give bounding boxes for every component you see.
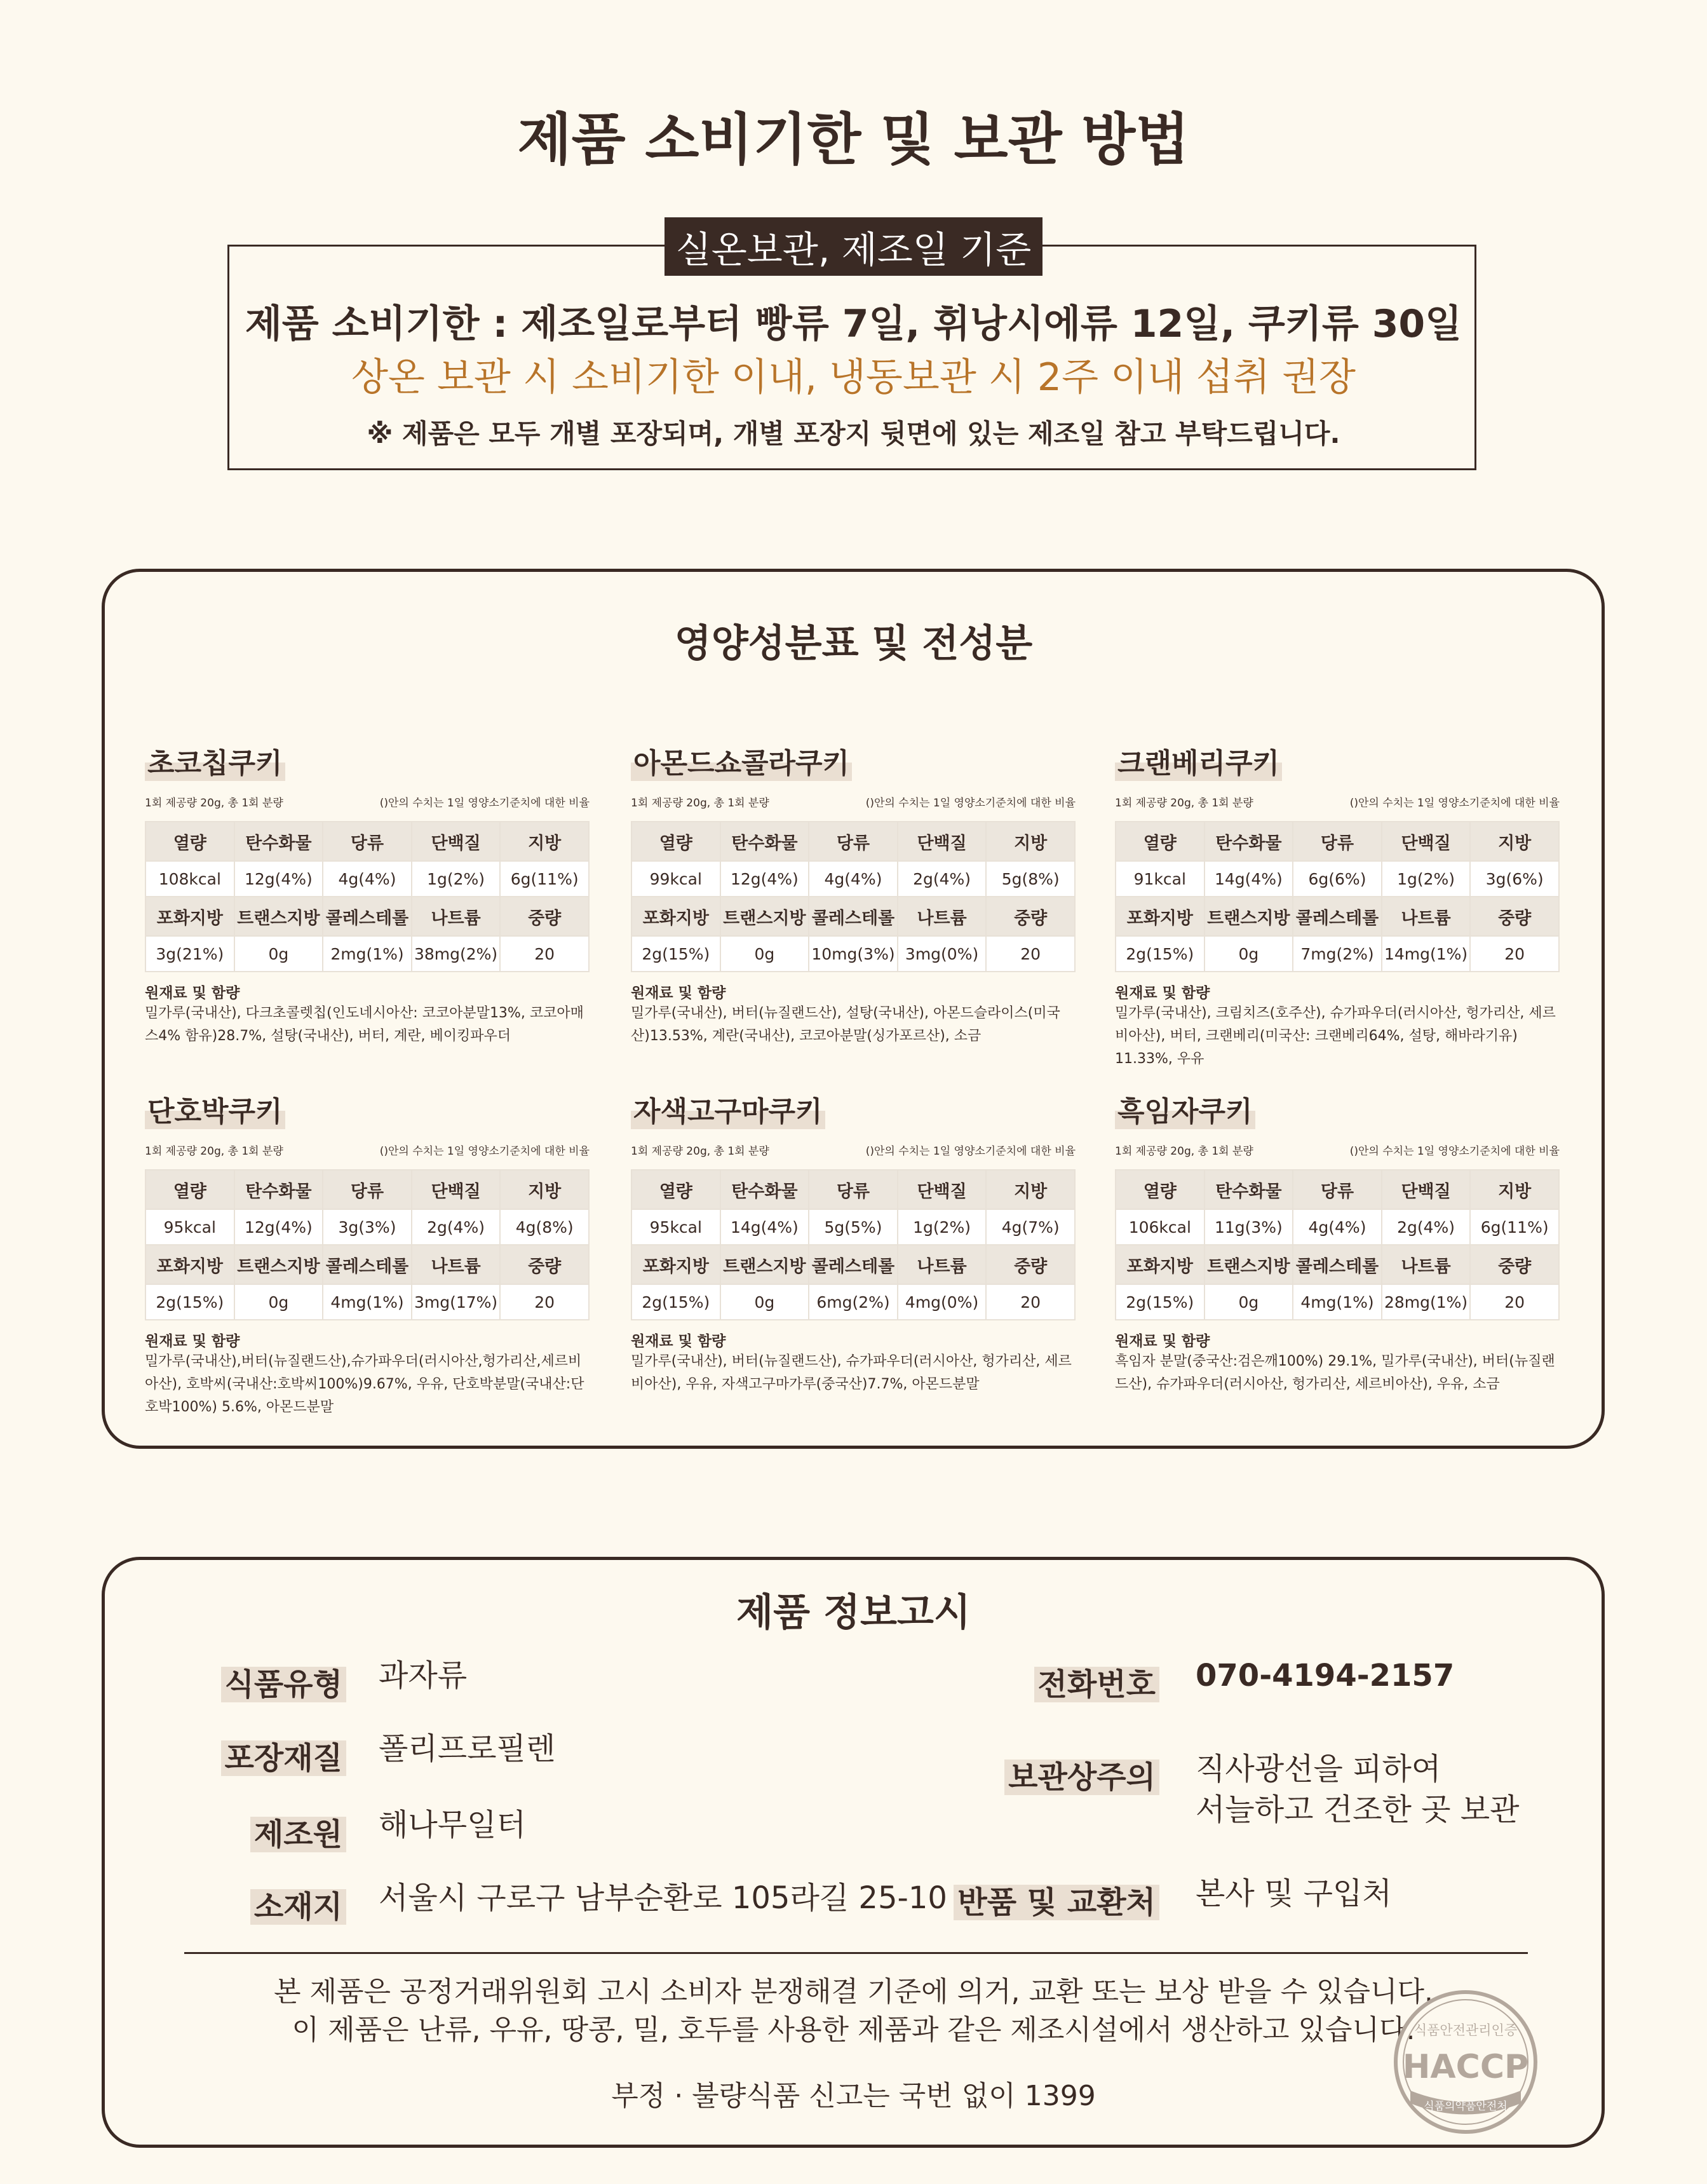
maker-label: 제조원: [191, 1810, 346, 1854]
nutrition-value-cell: 91kcal: [1116, 861, 1204, 897]
nutrition-header-cell: 당류: [323, 1170, 412, 1209]
nutrition-value-cell: 14mg(1%): [1382, 936, 1471, 972]
nutrition-value-cell: 6g(11%): [500, 861, 589, 897]
nutrition-header-cell: 나트륨: [412, 1245, 501, 1284]
nutrition-header-cell: 포화지방: [631, 1245, 720, 1284]
exchange-label: 반품 및 교환처: [940, 1878, 1159, 1922]
nutrition-value-cell: 20: [500, 936, 589, 972]
nutrition-value-cell: 3mg(0%): [898, 936, 987, 972]
shelf-life-text: 제품 소비기한 : 제조일로부터 빵류 7일, 휘낭시에류 12일, 쿠키류 30일: [245, 302, 1462, 346]
serving-info: [1115, 1142, 1560, 1158]
nutrition-value-cell: 4mg(1%): [323, 1284, 412, 1320]
nutrition-header-cell: 트랜스지방: [1204, 897, 1293, 936]
nutrition-header-cell: 탄수화물: [1204, 822, 1293, 861]
nutrition-header-cell: 탄수화물: [1204, 1170, 1293, 1209]
nutrition-value-cell: 28mg(1%): [1382, 1284, 1471, 1320]
nutrition-header-cell: 콜레스테롤: [809, 897, 898, 936]
nutrition-value-cell: 2g(15%): [1116, 936, 1204, 972]
nutrition-table: [145, 821, 590, 972]
nutrition-header-cell: 탄수화물: [234, 1170, 323, 1209]
nutrition-header-cell: 콜레스테롤: [809, 1245, 898, 1284]
nutrition-value-cell: 4g(7%): [986, 1209, 1075, 1245]
ingredients-text: 밀가루(국내산), 크림치즈(호주산), 슈가파우더(러시아산, 헝가리산, 세르비아산), 버터, 크랜베리(미국산: 크랜베리64%, 설탕, 해바라기유) 11.33%, 우유: [1115, 1005, 1556, 1067]
daily-value-note: ()안의 수치는 1일 영양소기준치에 대한 비율: [379, 797, 590, 810]
nutrition-table: [1115, 1169, 1560, 1320]
haccp-mark-text: HACCP: [1402, 2048, 1529, 2086]
serving-info: [631, 1142, 1076, 1158]
nutrition-value-cell: 12g(4%): [234, 861, 323, 897]
product-card: [145, 740, 590, 1048]
nutrition-value-cell: 2g(15%): [631, 1284, 720, 1320]
ingredients-text: 밀가루(국내산), 버터(뉴질랜드산), 설탕(국내산), 아몬드슬라이스(미국산)13.53%, 계란(국내산), 코코아분말(싱가포르산), 소금: [631, 1005, 1060, 1044]
nutrition-header-cell: 콜레스테롤: [1293, 1245, 1382, 1284]
nutrition-header-cell: 포화지방: [145, 897, 234, 936]
address-value: 서울시 구로구 남부순환로 105라길 25-10: [379, 1880, 947, 1916]
footer-dispute-note: 본 제품은 공정거래위원회 고시 소비자 분쟁해결 기준에 의거, 교환 또는 보상 받을 수 있습니다.: [274, 1976, 1433, 2008]
nutrition-header-cell: 당류: [809, 1170, 898, 1209]
nutrition-value-cell: 5g(8%): [986, 861, 1075, 897]
nutrition-value-cell: 3g(6%): [1470, 861, 1559, 897]
nutrition-header-cell: 트랜스지방: [234, 897, 323, 936]
footer-allergen-note: 이 제품은 난류, 우유, 땅콩, 밀, 호두를 사용한 제품과 같은 제조시설에서 생산하고 있습니다.: [292, 2014, 1415, 2046]
nutrition-value-cell: 2mg(1%): [323, 936, 412, 972]
nutrition-value-cell: 5g(5%): [809, 1209, 898, 1245]
nutrition-value-cell: 95kcal: [631, 1209, 720, 1245]
serving-info: [631, 794, 1076, 810]
nutrition-value-cell: 6g(11%): [1470, 1209, 1559, 1245]
haccp-bottom-text: 식품의약품안전처: [1424, 2100, 1508, 2113]
ingredients-heading: 원재료 및 함량: [631, 1333, 726, 1350]
nutrition-value-cell: 3g(3%): [323, 1209, 412, 1245]
nutrition-value-cell: 6g(6%): [1293, 861, 1382, 897]
nutrition-header-cell: 중량: [986, 1245, 1075, 1284]
nutrition-value-cell: 7mg(2%): [1293, 936, 1382, 972]
phone-value: 070-4194-2157: [1196, 1658, 1455, 1693]
storage-advice-text: 상온 보관 시 소비기한 이내, 냉동보관 시 2주 이내 섭취 권장: [351, 355, 1356, 400]
nutrition-header-cell: 나트륨: [1382, 1245, 1471, 1284]
nutrition-header-cell: 단백질: [1382, 822, 1471, 861]
nutrition-value-cell: 12g(4%): [234, 1209, 323, 1245]
nutrition-value-cell: 2g(4%): [412, 1209, 501, 1245]
daily-value-note: ()안의 수치는 1일 영양소기준치에 대한 비율: [865, 797, 1076, 810]
storage-label-text: 실온보관, 제조일 기준: [665, 217, 1043, 276]
nutrition-value-cell: 4g(4%): [809, 861, 898, 897]
ingredients-heading: 원재료 및 함량: [631, 985, 726, 1001]
nutrition-header-cell: 당류: [323, 822, 412, 861]
ingredients-heading: 원재료 및 함량: [1115, 985, 1210, 1001]
serving-info: [1115, 794, 1560, 810]
nutrition-header-cell: 단백질: [898, 1170, 987, 1209]
nutrition-header-cell: 콜레스테롤: [1293, 897, 1382, 936]
nutrition-value-cell: 108kcal: [145, 861, 234, 897]
nutrition-value-cell: 0g: [720, 1284, 809, 1320]
nutrition-header-cell: 당류: [1293, 822, 1382, 861]
nutrition-value-cell: 2g(15%): [145, 1284, 234, 1320]
nutrition-header-cell: 포화지방: [145, 1245, 234, 1284]
product-card: [145, 1089, 590, 1419]
caution-value-1: 직사광선을 피하여: [1196, 1751, 1441, 1787]
nutrition-header-cell: 나트륨: [898, 897, 987, 936]
nutrition-value-cell: 99kcal: [631, 861, 720, 897]
phone-label: 전화번호: [940, 1660, 1159, 1704]
nutrition-header-cell: 중량: [500, 1245, 589, 1284]
nutrition-header-cell: 당류: [1293, 1170, 1382, 1209]
nutrition-value-cell: 12g(4%): [720, 861, 809, 897]
nutrition-header-cell: 중량: [986, 897, 1075, 936]
nutrition-header-cell: 트랜스지방: [234, 1245, 323, 1284]
nutrition-header-cell: 열량: [631, 822, 720, 861]
product-name: 흑임자쿠키: [1115, 1089, 1255, 1129]
nutrition-value-cell: 20: [1470, 936, 1559, 972]
daily-value-note: ()안의 수치는 1일 영양소기준치에 대한 비율: [379, 1145, 590, 1158]
nutrition-value-cell: 106kcal: [1116, 1209, 1204, 1245]
daily-value-note: ()안의 수치는 1일 영양소기준치에 대한 비율: [1349, 797, 1560, 810]
caution-value-2: 서늘하고 건조한 곳 보관: [1196, 1792, 1520, 1828]
nutrition-header-cell: 포화지방: [1116, 1245, 1204, 1284]
nutrition-header-cell: 콜레스테롤: [323, 1245, 412, 1284]
nutrition-header-cell: 나트륨: [898, 1245, 987, 1284]
nutrition-header-cell: 열량: [1116, 1170, 1204, 1209]
nutrition-table: [631, 1169, 1076, 1320]
nutrition-header-cell: 탄수화물: [234, 822, 323, 861]
serving-note: 1회 제공량 20g, 총 1회 분량: [631, 797, 769, 810]
nutrition-header-cell: 포화지방: [1116, 897, 1204, 936]
nutrition-value-cell: 38mg(2%): [412, 936, 501, 972]
ingredients-text: 밀가루(국내산), 버터(뉴질랜드산), 슈가파우더(러시아산, 헝가리산, 세르비아산), 우유, 자색고구마가루(중국산)7.7%, 아몬드분말: [631, 1353, 1072, 1392]
product-card: [631, 1089, 1076, 1396]
serving-info: [145, 794, 590, 810]
serving-note: 1회 제공량 20g, 총 1회 분량: [1115, 1145, 1253, 1158]
nutrition-header-cell: 지방: [1470, 822, 1559, 861]
nutrition-value-cell: 4g(4%): [323, 861, 412, 897]
storage-note: ※ 제품은 모두 개별 포장되며, 개별 포장지 뒷면에 있는 제조일 참고 부탁드립니다.: [367, 418, 1340, 449]
footer-report-note: 부정 · 불량식품 신고는 국번 없이 1399: [611, 2080, 1096, 2112]
nutrition-value-cell: 2g(15%): [1116, 1284, 1204, 1320]
nutrition-value-cell: 95kcal: [145, 1209, 234, 1245]
nutrition-header-cell: 나트륨: [1382, 897, 1471, 936]
nutrition-header-cell: 단백질: [412, 1170, 501, 1209]
nutrition-value-cell: 2g(4%): [1382, 1209, 1471, 1245]
nutrition-table: [145, 1169, 590, 1320]
nutrition-value-cell: 3mg(17%): [412, 1284, 501, 1320]
nutrition-header-cell: 열량: [145, 1170, 234, 1209]
product-card: [1115, 1089, 1560, 1396]
nutrition-value-cell: 4mg(1%): [1293, 1284, 1382, 1320]
nutrition-value-cell: 6mg(2%): [809, 1284, 898, 1320]
nutrition-value-cell: 0g: [234, 936, 323, 972]
nutrition-value-cell: 20: [1470, 1284, 1559, 1320]
nutrition-header-cell: 지방: [500, 822, 589, 861]
nutrition-value-cell: 2g(4%): [898, 861, 987, 897]
serving-info: [145, 1142, 590, 1158]
nutrition-header-cell: 지방: [986, 1170, 1075, 1209]
storage-label: [0, 217, 1707, 276]
nutrition-header-cell: 단백질: [898, 822, 987, 861]
nutrition-header-cell: 중량: [1470, 1245, 1559, 1284]
info-divider: [184, 1952, 1528, 1954]
nutrition-title: 영양성분표 및 전성분: [674, 621, 1033, 666]
nutrition-header-cell: 단백질: [412, 822, 501, 861]
nutrition-value-cell: 3g(21%): [145, 936, 234, 972]
nutrition-table: [1115, 821, 1560, 972]
serving-note: 1회 제공량 20g, 총 1회 분량: [145, 797, 283, 810]
food-type-value: 과자류: [379, 1658, 468, 1693]
nutrition-value-cell: 4g(4%): [1293, 1209, 1382, 1245]
nutrition-table: [631, 821, 1076, 972]
nutrition-header-cell: 열량: [631, 1170, 720, 1209]
product-name: 아몬드쇼콜라쿠키: [631, 740, 852, 781]
address-label: 소재지: [191, 1882, 346, 1926]
ingredients-heading: 원재료 및 함량: [145, 1333, 240, 1350]
product-name: 자색고구마쿠키: [631, 1089, 825, 1129]
info-title: 제품 정보고시: [736, 1591, 971, 1635]
nutrition-value-cell: 0g: [234, 1284, 323, 1320]
ingredients-text: 밀가루(국내산),버터(뉴질랜드산),슈가파우더(러시아산,헝가리산,세르비아산), 호박씨(국내산:호박씨100%)9.67%, 우유, 단호박분말(국내산:단호박100%) 5.6%, 아몬드분말: [145, 1353, 584, 1415]
daily-value-note: ()안의 수치는 1일 영양소기준치에 대한 비율: [865, 1145, 1076, 1158]
serving-note: 1회 제공량 20g, 총 1회 분량: [145, 1145, 283, 1158]
nutrition-header-cell: 포화지방: [631, 897, 720, 936]
ingredients-text: 밀가루(국내산), 다크초콜렛칩(인도네시아산: 코코아분말13%, 코코아매스4% 함유)28.7%, 설탕(국내산), 버터, 계란, 베이킹파우더: [145, 1005, 584, 1044]
nutrition-header-cell: 탄수화물: [720, 822, 809, 861]
nutrition-header-cell: 당류: [809, 822, 898, 861]
nutrition-header-cell: 열량: [1116, 822, 1204, 861]
nutrition-value-cell: 14g(4%): [1204, 861, 1293, 897]
nutrition-header-cell: 트랜스지방: [720, 897, 809, 936]
nutrition-value-cell: 0g: [1204, 1284, 1293, 1320]
nutrition-header-cell: 트랜스지방: [720, 1245, 809, 1284]
product-name: 초코칩쿠키: [145, 740, 285, 781]
nutrition-value-cell: 1g(2%): [1382, 861, 1471, 897]
ingredients-heading: 원재료 및 함량: [1115, 1333, 1210, 1350]
serving-note: 1회 제공량 20g, 총 1회 분량: [631, 1145, 769, 1158]
nutrition-value-cell: 10mg(3%): [809, 936, 898, 972]
maker-value: 해나무일터: [379, 1807, 526, 1843]
haccp-logo-icon: [1393, 1989, 1539, 2135]
nutrition-value-cell: 0g: [1204, 936, 1293, 972]
serving-note: 1회 제공량 20g, 총 1회 분량: [1115, 797, 1253, 810]
product-card: [1115, 740, 1560, 1071]
nutrition-value-cell: 1g(2%): [898, 1209, 987, 1245]
ingredients-text: 흑임자 분말(중국산:검은깨100%) 29.1%, 밀가루(국내산), 버터(뉴질랜드산), 슈가파우더(러시아산, 헝가리산, 세르비아산), 우유, 소금: [1115, 1353, 1555, 1392]
nutrition-value-cell: 4mg(0%): [898, 1284, 987, 1320]
nutrition-value-cell: 0g: [720, 936, 809, 972]
nutrition-header-cell: 탄수화물: [720, 1170, 809, 1209]
caution-label: 보관상주의: [940, 1753, 1159, 1796]
nutrition-header-cell: 중량: [500, 897, 589, 936]
nutrition-value-cell: 20: [986, 1284, 1075, 1320]
nutrition-value-cell: 20: [500, 1284, 589, 1320]
packaging-value: 폴리프로필렌: [379, 1731, 556, 1767]
nutrition-value-cell: 4g(8%): [500, 1209, 589, 1245]
nutrition-header-cell: 단백질: [1382, 1170, 1471, 1209]
nutrition-header-cell: 지방: [986, 822, 1075, 861]
daily-value-note: ()안의 수치는 1일 영양소기준치에 대한 비율: [1349, 1145, 1560, 1158]
exchange-value: 본사 및 구입처: [1196, 1876, 1392, 1911]
nutrition-header-cell: 열량: [145, 822, 234, 861]
nutrition-value-cell: 2g(15%): [631, 936, 720, 972]
page-title: 제품 소비기한 및 보관 방법: [517, 107, 1190, 172]
product-name: 단호박쿠키: [145, 1089, 285, 1129]
nutrition-header-cell: 콜레스테롤: [323, 897, 412, 936]
food-type-label: 식품유형: [191, 1660, 346, 1704]
ingredients-heading: 원재료 및 함량: [145, 985, 240, 1001]
product-card: [631, 740, 1076, 1048]
nutrition-header-cell: 트랜스지방: [1204, 1245, 1293, 1284]
haccp-top-text: 식품안전관리인증: [1414, 2023, 1518, 2038]
nutrition-value-cell: 1g(2%): [412, 861, 501, 897]
packaging-label: 포장재질: [191, 1733, 346, 1777]
nutrition-header-cell: 지방: [500, 1170, 589, 1209]
nutrition-header-cell: 지방: [1470, 1170, 1559, 1209]
nutrition-header-cell: 중량: [1470, 897, 1559, 936]
nutrition-value-cell: 14g(4%): [720, 1209, 809, 1245]
nutrition-header-cell: 나트륨: [412, 897, 501, 936]
nutrition-value-cell: 11g(3%): [1204, 1209, 1293, 1245]
nutrition-value-cell: 20: [986, 936, 1075, 972]
product-name: 크랜베리쿠키: [1115, 740, 1282, 781]
